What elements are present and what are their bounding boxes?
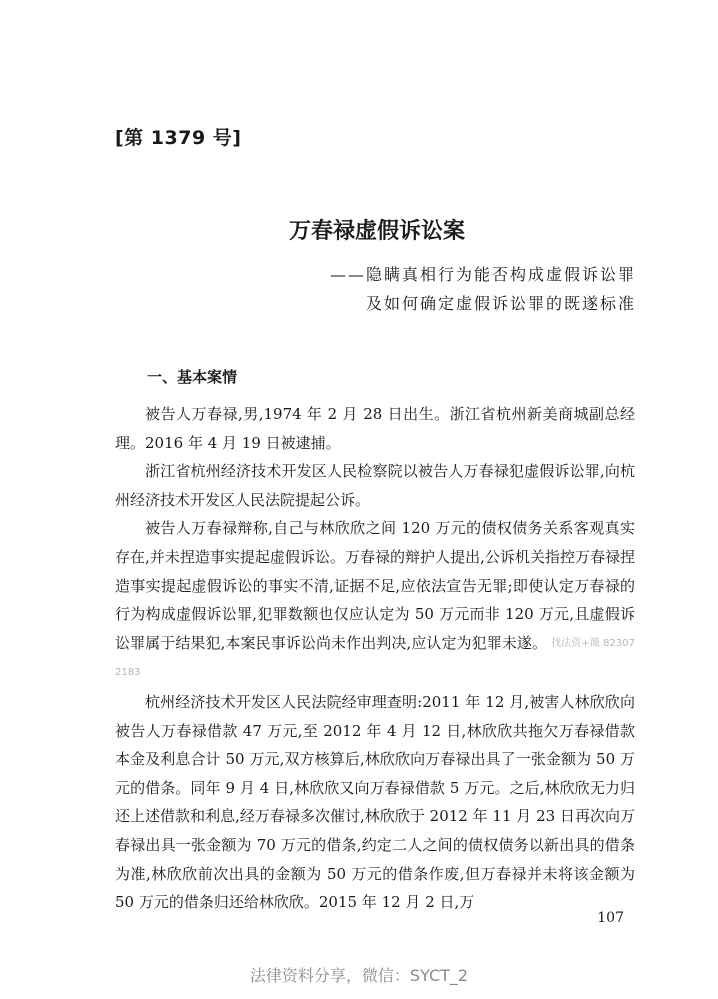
paragraph-court-findings: 杭州经济技术开发区人民法院经审理查明:2011 年 12 月,被害人林欣欣向被告人万春禄借款 47 万元,至 2012 年 4 月 12 日,林欣欣共拖欠万春禄借款本金及利息合计 50 万元,双方核算后,林欣欣向万春禄出具了一张金额为 50 万元的借条。同年 9 月 4 日,林欣欣又向万春禄借款 5 万元。之后,林欣欣无力归还上述借款和利息,经万春禄多次催讨,林欣欣于 2012 年 11 月 23 日再次向万春禄出具一张金额为 70 万元的借条,约定二人之间的债权债务以新出具的借条为准,林欣欣前次出具的金额为 50 万元的借条作废,但万春禄并未将该金额为 50 万元的借条归还给林欣欣。2015 年 12 月 2 日,万 [115, 692, 635, 912]
section-heading: 一、基本案情 [147, 368, 238, 386]
paragraph-prosecution: 浙江省杭州经济技术开发区人民检察院以被告人万春禄犯虚假诉讼罪,向杭州经济技术开发区人民法院提起公诉。 [115, 462, 635, 509]
case-number: [第 1379 号] [115, 127, 242, 149]
body-text [115, 400, 635, 917]
page-number: 107 [597, 910, 624, 926]
inline-watermark: 找法资+薇 82307 2183 [115, 637, 635, 679]
subtitle-line-1: ——隐瞒真相行为能否构成虚假诉讼罪 [329, 265, 636, 284]
subtitle-line-2: 及如何确定虚假诉讼罪的既遂标准 [365, 294, 636, 313]
paragraph-defendant-info: 被告人万春禄,男,1974 年 2 月 28 日出生。浙江省杭州新美商城副总经理。2016 年 4 月 19 日被逮捕。 [115, 405, 635, 452]
footer-share-text: 法律资料分享，微信：SYCT_2 [249, 966, 469, 985]
page-title: 万春禄虚假诉讼案 [288, 219, 465, 244]
paragraph-defense-text: 被告人万春禄辩称,自己与林欣欣之间 120 万元的债权债务关系客观真实存在,并未捏造事实提起虚假诉讼。万春禄的辩护人提出,公诉机关指控万春禄捏造事实提起虚假诉讼的事实不清,证据不足,应依法宣告无罪;即使认定万春禄的行为构成虚假诉讼罪,犯罪数额也仅应认定为 50 万元而非 120 万元,且虚假诉讼罪属于结果犯,本案民事诉讼尚未作出判决,应认定为犯罪未遂。 [115, 519, 635, 652]
paragraph-defense [115, 514, 635, 688]
